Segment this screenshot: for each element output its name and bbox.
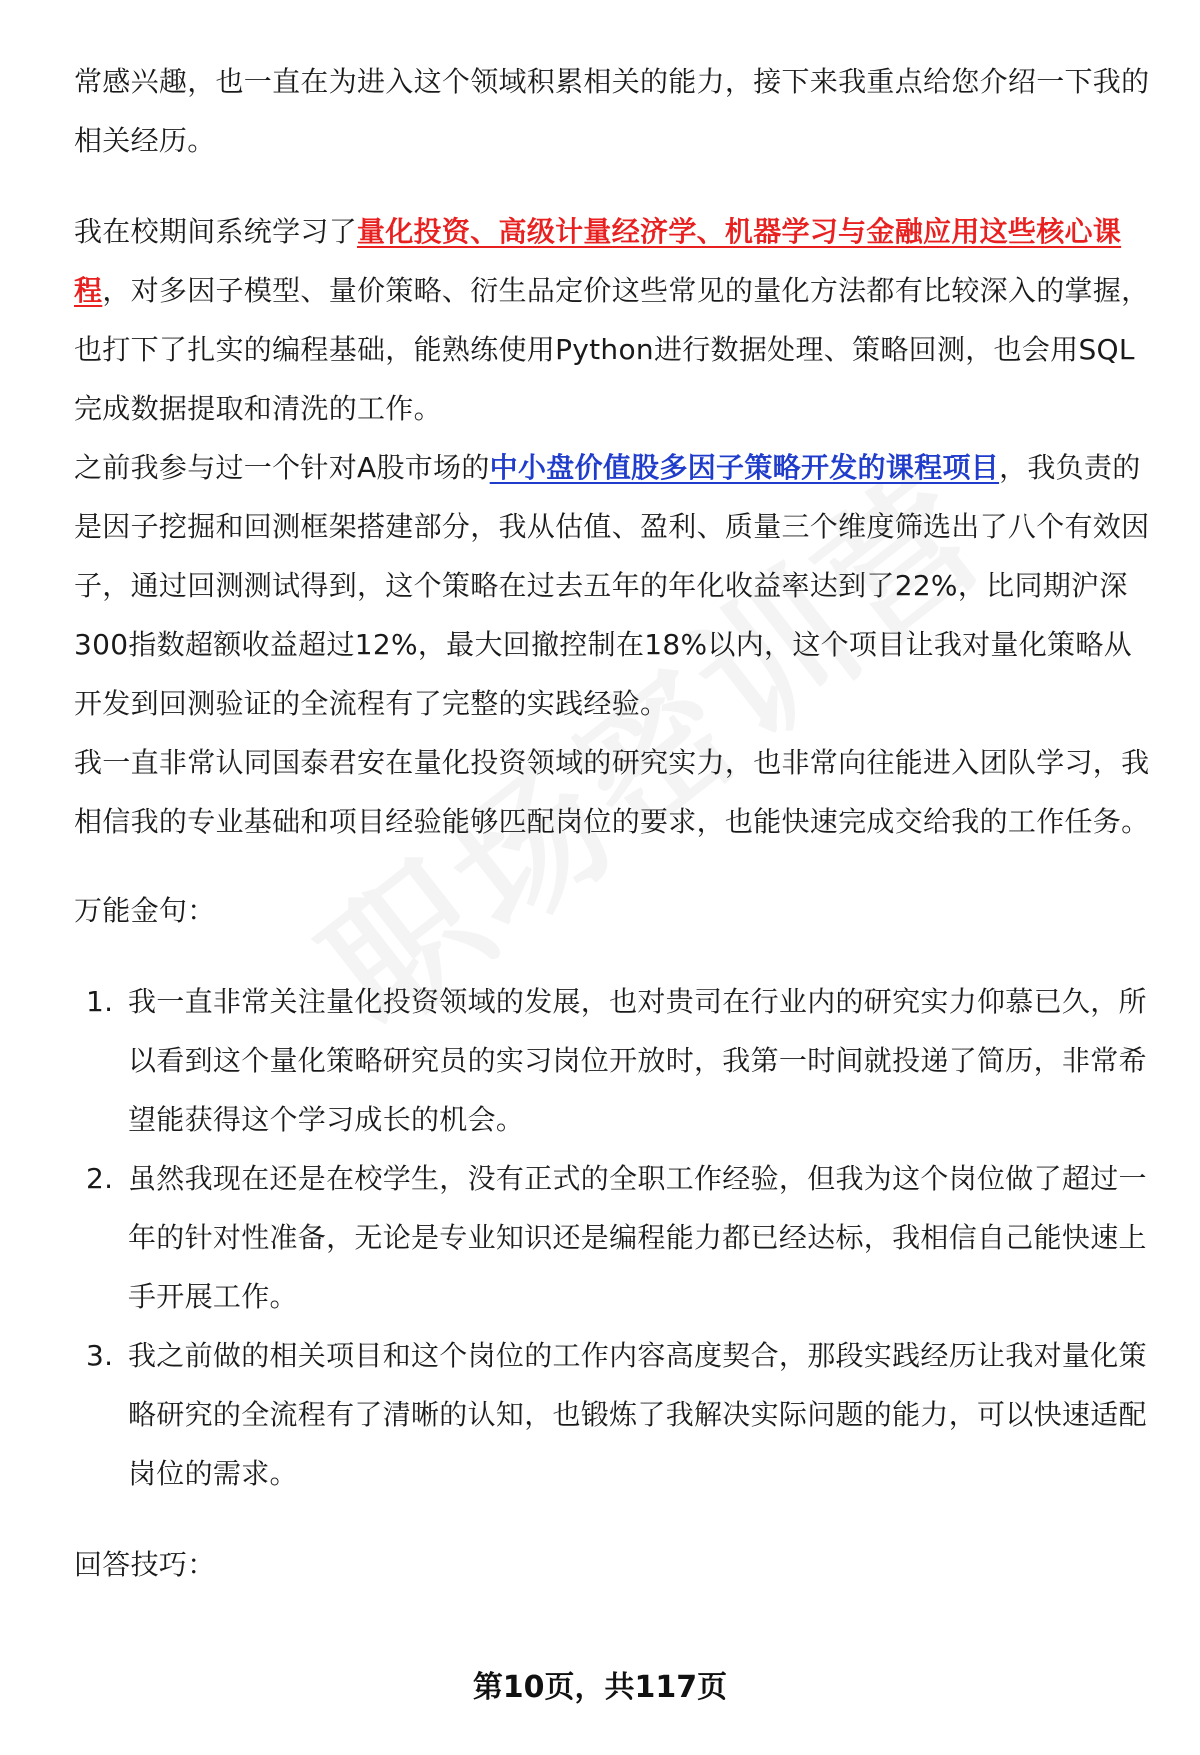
paragraph-motivation: 我一直非常认同国泰君安在量化投资领域的研究实力，也非常向往能进入团队学习，我相信我的专业基础和项目经验能够匹配岗位的要求，也能快速完成交给我的工作任务。 bbox=[74, 746, 1150, 838]
highlight-courses: 量化投资、高级计量经济学、机器学习与金融应用这些核心课程 bbox=[74, 215, 1122, 307]
list-item-text: 我一直非常关注量化投资领域的发展，也对贵司在行业内的研究实力仰慕已久，所以看到这个量化策略研究员的实习岗位开放时，我第一时间就投递了简历，非常希望能获得这个学习成长的机会。 bbox=[128, 985, 1147, 1136]
page-number: 第10页，共117页 bbox=[472, 1670, 728, 1705]
list-item-number: 3. bbox=[86, 1339, 114, 1372]
paragraph-intro-end: 常感兴趣，也一直在为进入这个领域积累相关的能力，接下来我重点给您介绍一下我的相关经历。 bbox=[74, 65, 1150, 157]
paragraph-project-prefix: 之前我参与过一个针对A股市场的 bbox=[74, 451, 490, 484]
document-body bbox=[74, 52, 1159, 1594]
list-item-text: 虽然我现在还是在校学生，没有正式的全职工作经验，但我为这个岗位做了超过一年的针对性准备，无论是专业知识还是编程能力都已经达标，我相信自己能快速上手开展工作。 bbox=[128, 1162, 1147, 1313]
list-item bbox=[74, 1326, 1159, 1503]
list-item-number: 2. bbox=[86, 1162, 114, 1195]
paragraph-education-suffix: ，对多因子模型、量价策略、衍生品定价这些常见的量化方法都有比较深入的掌握，也打下了扎实的编程基础，能熟练使用Python进行数据处理、策略回测，也会用SQL完成数据提取和清洗的工作。 bbox=[74, 274, 1150, 425]
paragraph-project-suffix: ，我负责的是因子挖掘和回测框架搭建部分，我从估值、盈利、质量三个维度筛选出了八个有效因子，通过回测测试得到，这个策略在过去五年的年化收益率达到了22%，比同期沪深300指数超额收益超过12%，最大回撤控制在18%以内，这个项目让我对量化策略从开发到回测验证的全流程有了完整的实践经验。 bbox=[74, 451, 1150, 720]
golden-list bbox=[74, 972, 1159, 1503]
list-item-text: 我之前做的相关项目和这个岗位的工作内容高度契合，那段实践经历让我对量化策略研究的全流程有了清晰的认知，也锻炼了我解决实际问题的能力，可以快速适配岗位的需求。 bbox=[128, 1339, 1147, 1490]
golden-heading: 万能金句： bbox=[74, 894, 216, 927]
paragraph-project bbox=[74, 438, 1159, 733]
highlight-project: 中小盘价值股多因子策略开发的课程项目 bbox=[489, 451, 1000, 484]
tips-heading: 回答技巧： bbox=[74, 1548, 216, 1581]
list-item-number: 1. bbox=[86, 985, 114, 1018]
list-item bbox=[74, 972, 1159, 1149]
list-item bbox=[74, 1149, 1159, 1326]
paragraph-education bbox=[74, 202, 1159, 438]
paragraph-education-prefix: 我在校期间系统学习了 bbox=[74, 215, 358, 248]
